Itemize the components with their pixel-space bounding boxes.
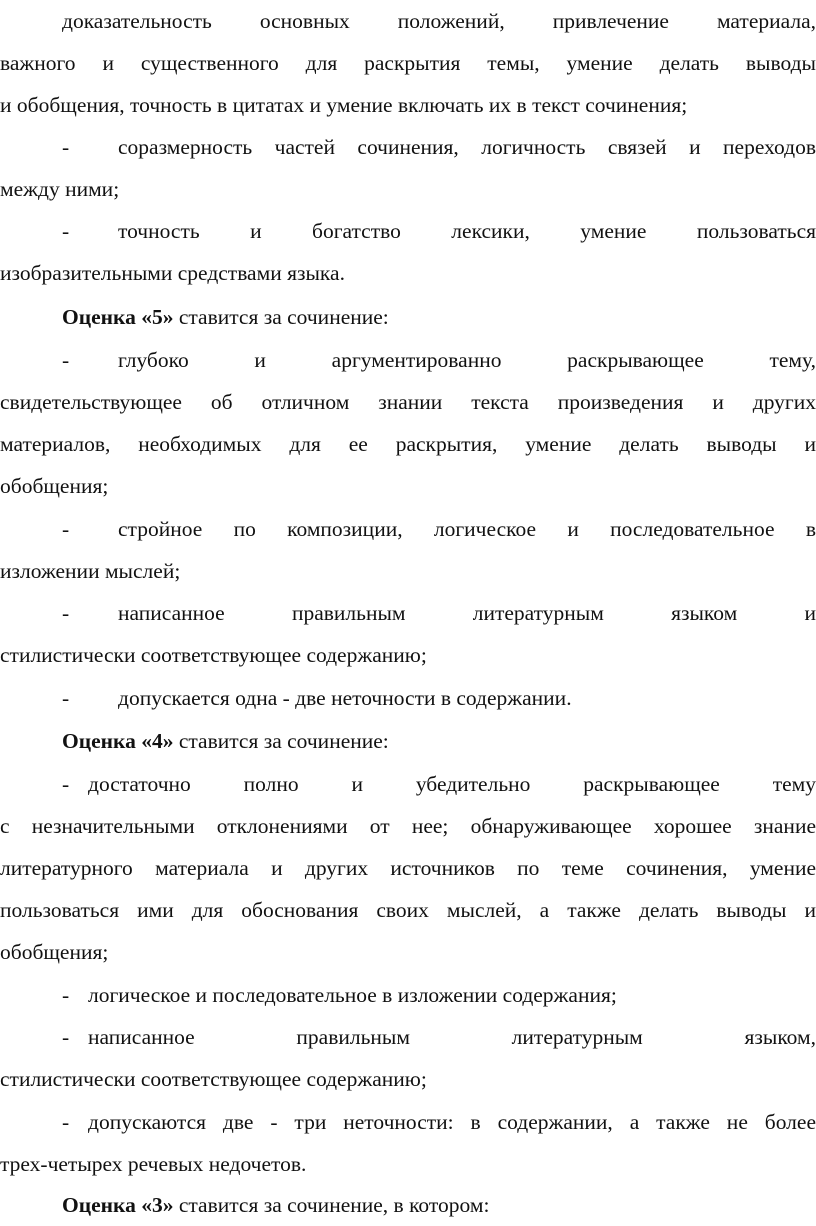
list-item — [0, 1101, 816, 1143]
list-dash: - — [62, 686, 70, 710]
grade-heading — [0, 1184, 816, 1226]
text-line: с незначительными отклонениями от нее; обнаруживающее хорошее знание — [0, 814, 816, 838]
text-line: ставится за сочинение: — [178, 729, 389, 753]
text-line: материалов, необходимых для ее раскрытия, умение делать выводы и — [0, 432, 816, 456]
list-dash: - — [62, 601, 70, 625]
text-line: соразмерность частей сочинения, логичность связей и переходов — [118, 135, 816, 159]
grade-heading — [0, 296, 816, 338]
list-item — [0, 677, 816, 719]
text-line: допускается одна - две неточности в содержании. — [118, 686, 572, 710]
text-line: изобразительными средствами языка. — [0, 261, 345, 285]
text-line: написанное правильным литературным языком, — [88, 1025, 816, 1049]
text-line: и обобщения, точность в цитатах и умение включать их в текст сочинения; — [0, 93, 688, 117]
text-line: стройное по композиции, логическое и последовательное в — [118, 517, 816, 541]
text-line: глубоко и аргументированно раскрывающее тему, — [118, 348, 816, 372]
text-line: обобщения; — [0, 940, 109, 964]
text-line: обобщения; — [0, 474, 109, 498]
list-item — [0, 763, 816, 805]
text-line: изложении мыслей; — [0, 559, 181, 583]
text-line: свидетельствующее об отличном знании текста произведения и других — [0, 390, 816, 414]
text-line: пользоваться ими для обоснования своих мыслей, а также делать выводы и — [0, 898, 816, 922]
text-line: стилистически соответствующее содержанию; — [0, 1067, 427, 1091]
list-item — [0, 339, 816, 381]
list-item — [0, 592, 816, 634]
grade-label: Оценка «5» — [62, 305, 174, 329]
grade-heading — [0, 720, 816, 762]
text-line: литературного материала и других источников по теме сочинения, умение — [0, 856, 816, 880]
list-dash: - — [62, 1025, 70, 1049]
text-line: доказательность основных положений, привлечение материала, — [62, 9, 816, 33]
list-item — [0, 1016, 816, 1058]
text-line: ставится за сочинение: — [178, 305, 389, 329]
text-line: логическое и последовательное в изложении содержания; — [88, 983, 617, 1007]
text-line: допускаются две - три неточности: в содержании, а также не более — [88, 1110, 816, 1134]
list-item — [0, 508, 816, 550]
text-line: написанное правильным литературным языком и — [118, 601, 816, 625]
list-item — [0, 974, 816, 1016]
text-line: стилистически соответствующее содержанию; — [0, 643, 427, 667]
grade-label: Оценка «4» — [62, 729, 174, 753]
list-dash: - — [62, 1110, 70, 1134]
text-line: ставится за сочинение, в котором: — [178, 1193, 490, 1217]
list-dash: - — [62, 135, 70, 159]
grade-label: Оценка «3» — [62, 1193, 174, 1217]
list-dash: - — [62, 219, 70, 243]
text-line: между ними; — [0, 177, 120, 201]
text-line: важного и существенного для раскрытия темы, умение делать выводы — [0, 51, 816, 75]
text-line: трех-четырех речевых недочетов. — [0, 1152, 307, 1176]
list-item — [0, 126, 816, 168]
list-dash: - — [62, 348, 70, 372]
text-line: достаточно полно и убедительно раскрывающее тему — [88, 772, 816, 796]
list-dash: - — [62, 772, 70, 796]
text-line: точность и богатство лексики, умение пользоваться — [118, 219, 816, 243]
list-dash: - — [62, 983, 70, 1007]
list-dash: - — [62, 517, 70, 541]
list-item — [0, 210, 816, 252]
